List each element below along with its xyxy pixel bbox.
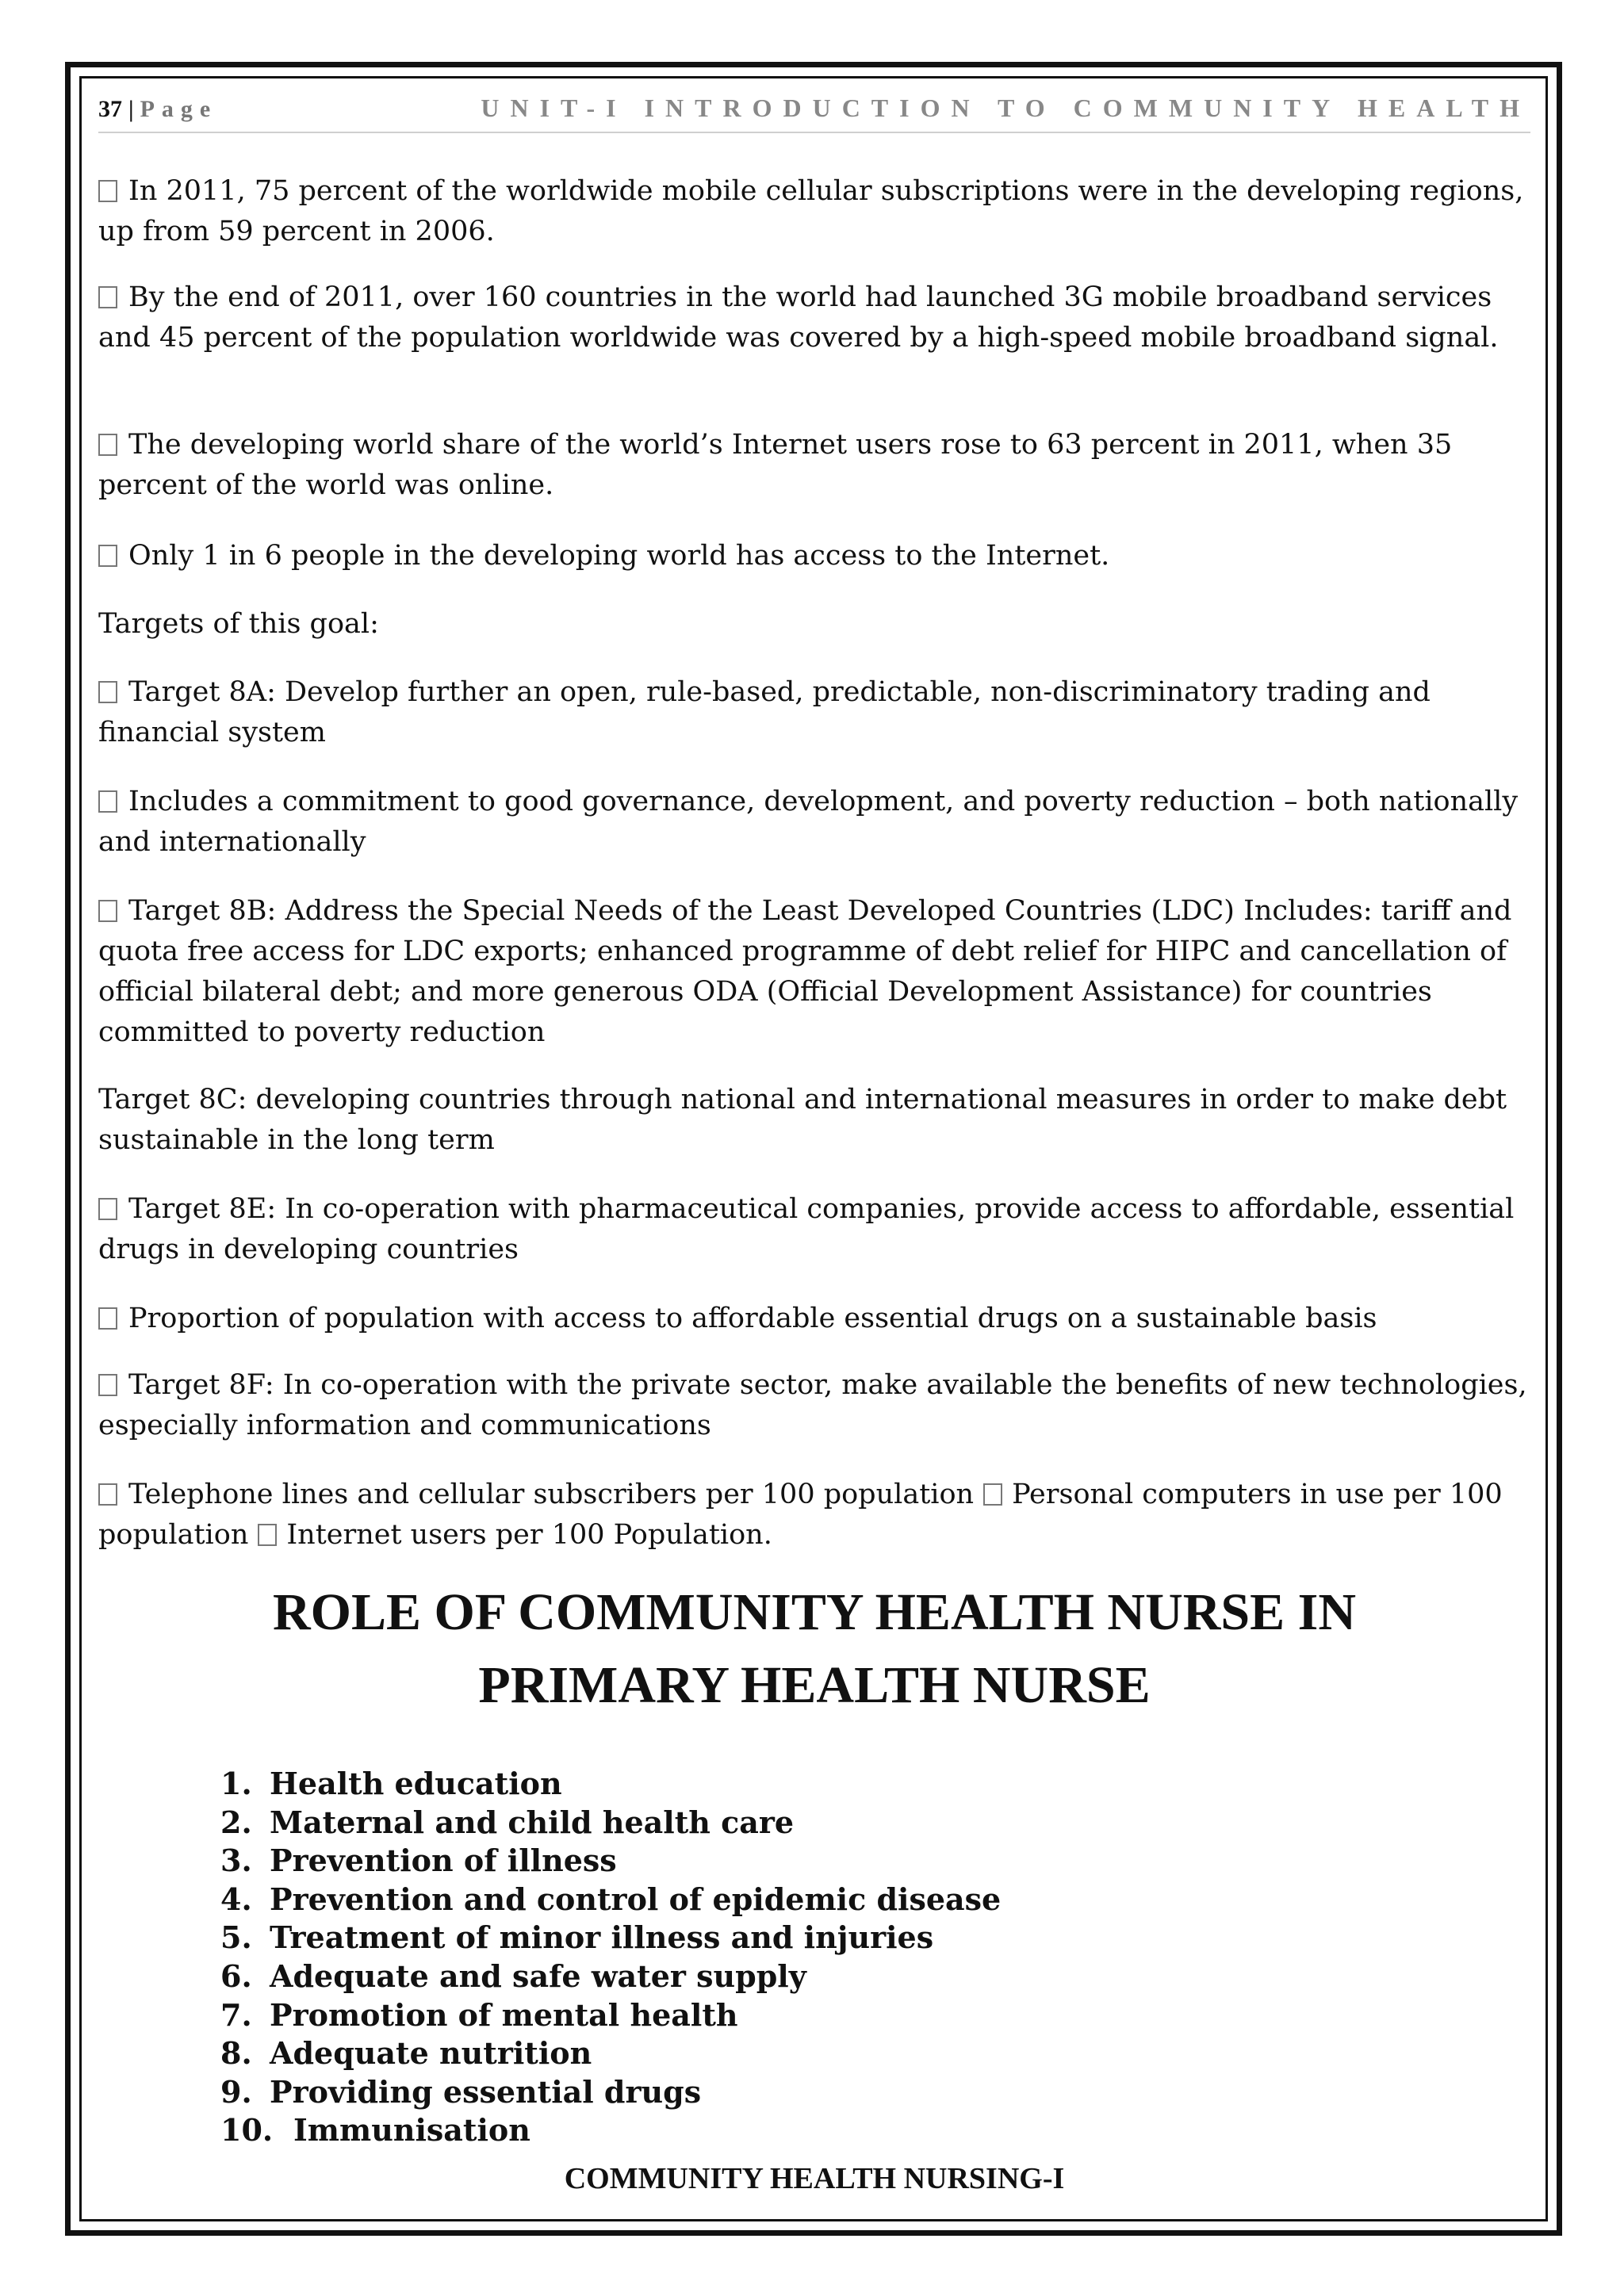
bullet-glyph	[98, 1483, 117, 1506]
paragraph-text: Targets of this goal:	[98, 608, 379, 640]
page-header	[98, 94, 1530, 133]
header-separator: |	[128, 96, 134, 122]
targets-label	[98, 604, 1530, 645]
paragraph-text: Target 8F: In co-operation with the private sector, make available the benefits of new technologies, especially information and communications	[98, 1369, 1527, 1441]
page-content	[98, 94, 1530, 2210]
list-number: 6.	[220, 1957, 252, 1994]
paragraph-target-8f	[98, 1365, 1530, 1446]
list-item	[220, 2034, 1001, 2073]
list-text: Immunisation	[293, 2112, 530, 2149]
bullet-glyph	[98, 286, 117, 308]
paragraph-1	[98, 171, 1530, 252]
bullet-glyph	[98, 790, 117, 813]
bullet-glyph	[258, 1524, 277, 1546]
paragraph-essential-drugs	[98, 1299, 1530, 1339]
list-number: 7.	[220, 1996, 252, 2033]
heading-line-1: ROLE OF COMMUNITY HEALTH NURSE IN	[273, 1583, 1356, 1641]
section-heading	[98, 1576, 1530, 1722]
list-item	[220, 2111, 1001, 2150]
paragraph-indicators	[98, 1475, 1530, 1556]
list-text: Maternal and child health care	[270, 1804, 795, 1840]
list-item	[220, 1804, 1001, 1843]
bullet-glyph	[98, 1374, 117, 1396]
paragraph-text: Only 1 in 6 people in the developing world has access to the Internet.	[128, 540, 1110, 572]
indicator-text: Telephone lines and cellular subscribers per 100 population	[128, 1479, 975, 1510]
list-item	[220, 1842, 1001, 1881]
paragraph-target-8e	[98, 1189, 1530, 1270]
indicator-text: Personal computers in use per 100 population	[98, 1479, 1503, 1551]
page-footer: COMMUNITY HEALTH NURSING-I	[564, 2162, 1065, 2195]
paragraph-governance	[98, 782, 1530, 863]
paragraph-text: In 2011, 75 percent of the worldwide mobile cellular subscriptions were in the developing regions, up from 59 percent in 2006.	[98, 175, 1524, 247]
list-number: 8.	[220, 2035, 252, 2072]
bullet-glyph	[98, 900, 117, 922]
paragraph-text: The developing world share of the world’s Internet users rose to 63 percent in 2011, when 35 percent of the world was online.	[98, 429, 1453, 501]
list-text: Adequate and safe water supply	[270, 1957, 806, 1994]
paragraph-target-8c	[98, 1080, 1530, 1161]
paragraph-text: Target 8B: Address the Special Needs of the Least Developed Countries (LDC) Includes: tariff and quota free access for LDC exports; enhanced programme of debt relief for HIPC and cancellation of official bilateral debt; and more generous ODA (Official Development Assistance) for countries committed to poverty reduction	[98, 895, 1512, 1048]
page-word: Page	[140, 96, 218, 122]
unit-title: UNIT-I INTRODUCTION TO COMMUNITY HEALTH	[481, 94, 1530, 122]
list-text: Treatment of minor illness and injuries	[270, 1919, 934, 1956]
paragraph-text: By the end of 2011, over 160 countries in the world had launched 3G mobile broadband services and 45 percent of the population worldwide was covered by a high-speed mobile broadband signal.	[98, 281, 1499, 354]
bullet-glyph	[98, 434, 117, 456]
paragraph-4	[98, 536, 1530, 576]
bullet-glyph	[98, 681, 117, 703]
bullet-glyph	[98, 545, 117, 567]
paragraph-text: Target 8C: developing countries through national and international measures in order to make debt sustainable in the long term	[98, 1084, 1507, 1156]
list-item	[220, 1919, 1001, 1957]
list-number: 9.	[220, 2073, 252, 2110]
paragraph-text: Target 8A: Develop further an open, rule-based, predictable, non-discriminatory trading and financial system	[98, 676, 1431, 748]
bullet-glyph	[98, 180, 117, 202]
paragraph-text: Target 8E: In co-operation with pharmaceutical companies, provide access to affordable, essential drugs in developing countries	[98, 1193, 1515, 1265]
list-number: 1.	[220, 1766, 252, 1801]
list-text: Prevention and control of epidemic disease	[270, 1881, 1002, 1917]
list-text: Promotion of mental health	[270, 1996, 738, 2033]
list-text: Providing essential drugs	[270, 2073, 702, 2110]
bullet-glyph	[98, 1307, 117, 1330]
paragraph-text: Proportion of population with access to affordable essential drugs on a sustainable basis	[128, 1303, 1377, 1334]
list-text: Adequate nutrition	[270, 2035, 592, 2072]
list-number: 3.	[220, 1843, 252, 1879]
list-item	[220, 1957, 1001, 1996]
list-number: 10.	[220, 2112, 274, 2149]
roles-list	[220, 1765, 1001, 2150]
heading-line-2: PRIMARY HEALTH NURSE	[478, 1656, 1151, 1714]
list-number: 2.	[220, 1804, 252, 1840]
paragraph-2	[98, 277, 1530, 358]
list-number: 5.	[220, 1919, 252, 1956]
list-item	[220, 1881, 1001, 1919]
bullet-glyph	[983, 1483, 1002, 1506]
list-item	[220, 1996, 1001, 2035]
bullet-glyph	[98, 1198, 117, 1220]
list-number: 4.	[220, 1881, 252, 1917]
paragraph-text: Includes a commitment to good governance, development, and poverty reduction – both nationally and internationally	[98, 786, 1519, 858]
list-item	[220, 2073, 1001, 2112]
list-item	[220, 1765, 1001, 1804]
list-text: Prevention of illness	[270, 1843, 617, 1879]
paragraph-target-8a	[98, 672, 1530, 753]
indicator-text: Internet users per 100 Population.	[286, 1519, 772, 1551]
list-text: Health education	[270, 1766, 562, 1801]
paragraph-3	[98, 425, 1530, 506]
page-number: 37	[98, 96, 122, 122]
paragraph-target-8b	[98, 891, 1530, 1053]
